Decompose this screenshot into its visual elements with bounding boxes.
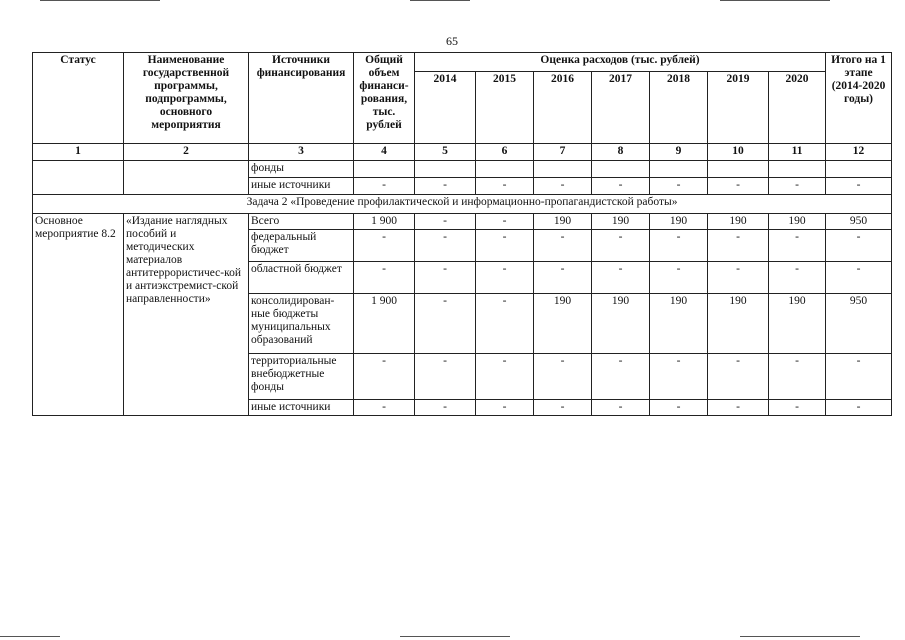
value-cell (592, 161, 650, 178)
header-total-volume: Общий объем финанси-рования, тыс. рублей (354, 53, 415, 144)
value-cell: - (476, 294, 534, 354)
column-number: 6 (476, 144, 534, 161)
value-cell: - (708, 400, 769, 416)
activity-name: «Издание наглядных пособий и методических материалов антитеррористичес-кой и антиэкстремист-ской направленности» (124, 214, 249, 416)
value-cell (415, 161, 476, 178)
value-cell: - (592, 178, 650, 195)
value-cell: 1 900 (354, 294, 415, 354)
table-row (33, 214, 892, 230)
header-year: 2020 (769, 72, 826, 144)
activity-status: Основное мероприятие 8.2 (33, 214, 124, 416)
value-cell: - (534, 230, 592, 262)
column-number: 5 (415, 144, 476, 161)
header-status: Статус (33, 53, 124, 144)
scan-artifact (0, 636, 60, 637)
value-cell: - (476, 262, 534, 294)
value-cell: 190 (592, 294, 650, 354)
value-cell: - (534, 354, 592, 400)
scan-artifact (410, 0, 470, 1)
column-number: 1 (33, 144, 124, 161)
status-cell (33, 161, 124, 195)
value-cell: 190 (708, 214, 769, 230)
table-row (33, 161, 892, 178)
value-cell: - (354, 262, 415, 294)
column-number: 4 (354, 144, 415, 161)
value-cell: - (769, 178, 826, 195)
value-cell (476, 161, 534, 178)
scan-artifact (740, 636, 860, 637)
value-cell: - (592, 262, 650, 294)
task-row (33, 195, 892, 214)
value-cell: - (354, 400, 415, 416)
value-cell: - (650, 178, 708, 195)
value-cell (769, 161, 826, 178)
value-cell: - (650, 400, 708, 416)
value-cell: - (708, 178, 769, 195)
value-cell: 1 900 (354, 214, 415, 230)
header-funding-sources: Источники финансирования (249, 53, 354, 144)
value-cell: - (826, 400, 892, 416)
header-year: 2015 (476, 72, 534, 144)
column-number: 3 (249, 144, 354, 161)
scan-artifact (400, 636, 510, 637)
value-cell: - (415, 178, 476, 195)
value-cell: - (592, 400, 650, 416)
value-cell: - (534, 178, 592, 195)
value-cell: - (826, 178, 892, 195)
value-cell (354, 161, 415, 178)
column-number: 2 (124, 144, 249, 161)
value-cell: - (476, 214, 534, 230)
column-number-row (33, 144, 892, 161)
value-cell: 190 (650, 294, 708, 354)
funding-source-cell: иные источники (249, 178, 354, 195)
value-cell: - (534, 400, 592, 416)
column-number: 11 (769, 144, 826, 161)
funding-source-cell: консолидирован-ные бюджеты муниципальных образований (249, 294, 354, 354)
value-cell: - (354, 354, 415, 400)
header-year: 2016 (534, 72, 592, 144)
value-cell: 950 (826, 214, 892, 230)
funding-source-cell: Всего (249, 214, 354, 230)
scan-artifact (720, 0, 830, 1)
value-cell: - (415, 354, 476, 400)
header-year: 2017 (592, 72, 650, 144)
value-cell: - (708, 262, 769, 294)
header-year: 2014 (415, 72, 476, 144)
value-cell: - (650, 230, 708, 262)
value-cell: - (769, 400, 826, 416)
funding-source-cell: областной бюджет (249, 262, 354, 294)
value-cell: - (476, 400, 534, 416)
funding-source-cell: фонды (249, 161, 354, 178)
header-year: 2018 (650, 72, 708, 144)
value-cell: 190 (769, 294, 826, 354)
funding-source-cell: федеральный бюджет (249, 230, 354, 262)
column-number: 10 (708, 144, 769, 161)
column-number: 7 (534, 144, 592, 161)
value-cell (826, 161, 892, 178)
header-program-name: Наименование государственной программы, подпрограммы, основного мероприятия (124, 53, 249, 144)
value-cell: - (826, 230, 892, 262)
value-cell: - (650, 354, 708, 400)
value-cell: 190 (592, 214, 650, 230)
value-cell: - (592, 230, 650, 262)
value-cell: - (769, 262, 826, 294)
funding-source-cell: иные источники (249, 400, 354, 416)
value-cell: - (592, 354, 650, 400)
budget-table (32, 52, 892, 416)
value-cell: 190 (534, 214, 592, 230)
value-cell (534, 161, 592, 178)
value-cell: 190 (769, 214, 826, 230)
value-cell: - (826, 354, 892, 400)
value-cell: - (769, 354, 826, 400)
value-cell: - (354, 230, 415, 262)
scan-artifact (40, 0, 160, 1)
header-expense-estimate: Оценка расходов (тыс. рублей) (415, 53, 826, 72)
value-cell: - (476, 230, 534, 262)
value-cell: - (476, 178, 534, 195)
header-stage-total: Итого на 1 этапе (2014-2020 годы) (826, 53, 892, 144)
value-cell: 190 (708, 294, 769, 354)
value-cell (650, 161, 708, 178)
value-cell: - (354, 178, 415, 195)
value-cell: - (826, 262, 892, 294)
value-cell: 190 (650, 214, 708, 230)
header-row (33, 53, 892, 72)
value-cell: - (415, 230, 476, 262)
value-cell: - (769, 230, 826, 262)
value-cell: - (415, 214, 476, 230)
header-year: 2019 (708, 72, 769, 144)
value-cell: - (650, 262, 708, 294)
column-number: 8 (592, 144, 650, 161)
funding-source-cell: территориальные внебюджетные фонды (249, 354, 354, 400)
value-cell: - (708, 230, 769, 262)
value-cell: - (708, 354, 769, 400)
program-name-cell (124, 161, 249, 195)
value-cell: - (534, 262, 592, 294)
value-cell: - (476, 354, 534, 400)
value-cell: - (415, 294, 476, 354)
column-number: 12 (826, 144, 892, 161)
value-cell: - (415, 262, 476, 294)
value-cell: 950 (826, 294, 892, 354)
page-number: 65 (446, 34, 458, 48)
task-title: Задача 2 «Проведение профилактической и информационно-пропагандистской работы» (33, 195, 892, 214)
value-cell (708, 161, 769, 178)
value-cell: - (415, 400, 476, 416)
column-number: 9 (650, 144, 708, 161)
value-cell: 190 (534, 294, 592, 354)
